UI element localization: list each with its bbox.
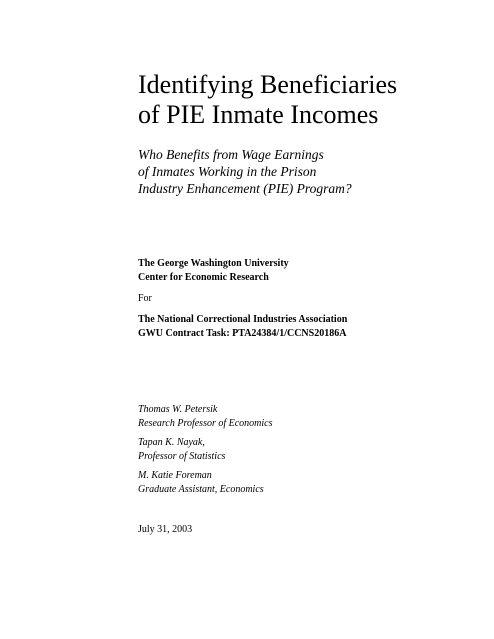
author-block-1 bbox=[138, 403, 273, 431]
association-name: The National Correctional Industries Association bbox=[138, 314, 348, 325]
author-role: Graduate Assistant, Economics bbox=[138, 484, 264, 495]
prepared-by-block bbox=[138, 257, 289, 285]
author-block-3 bbox=[138, 469, 264, 497]
document-title bbox=[138, 70, 397, 130]
author-name: Thomas W. Petersik bbox=[138, 404, 218, 415]
document-date: July 31, 2003 bbox=[138, 524, 193, 535]
author-role: Research Professor of Economics bbox=[138, 418, 273, 429]
author-name: M. Katie Foreman bbox=[138, 470, 212, 481]
author-name: Tapan K. Nayak, bbox=[138, 437, 205, 448]
center-name: Center for Economic Research bbox=[138, 272, 269, 283]
author-block-2 bbox=[138, 436, 225, 464]
for-label: For bbox=[138, 293, 152, 304]
contract-task: GWU Contract Task: PTA24384/1/CCNS20186A bbox=[138, 328, 347, 339]
subtitle-line-1: Who Benefits from Wage Earnings bbox=[138, 147, 324, 162]
prepared-for-block bbox=[138, 313, 347, 341]
document-subtitle bbox=[138, 146, 352, 197]
subtitle-line-2: of Inmates Working in the Prison bbox=[138, 164, 317, 179]
title-line-1: Identifying Beneficiaries bbox=[138, 70, 398, 99]
author-role: Professor of Statistics bbox=[138, 451, 226, 462]
university-name: The George Washington University bbox=[138, 258, 289, 269]
subtitle-line-3: Industry Enhancement (PIE) Program? bbox=[138, 181, 352, 196]
title-line-2: of PIE Inmate Incomes bbox=[138, 100, 379, 129]
